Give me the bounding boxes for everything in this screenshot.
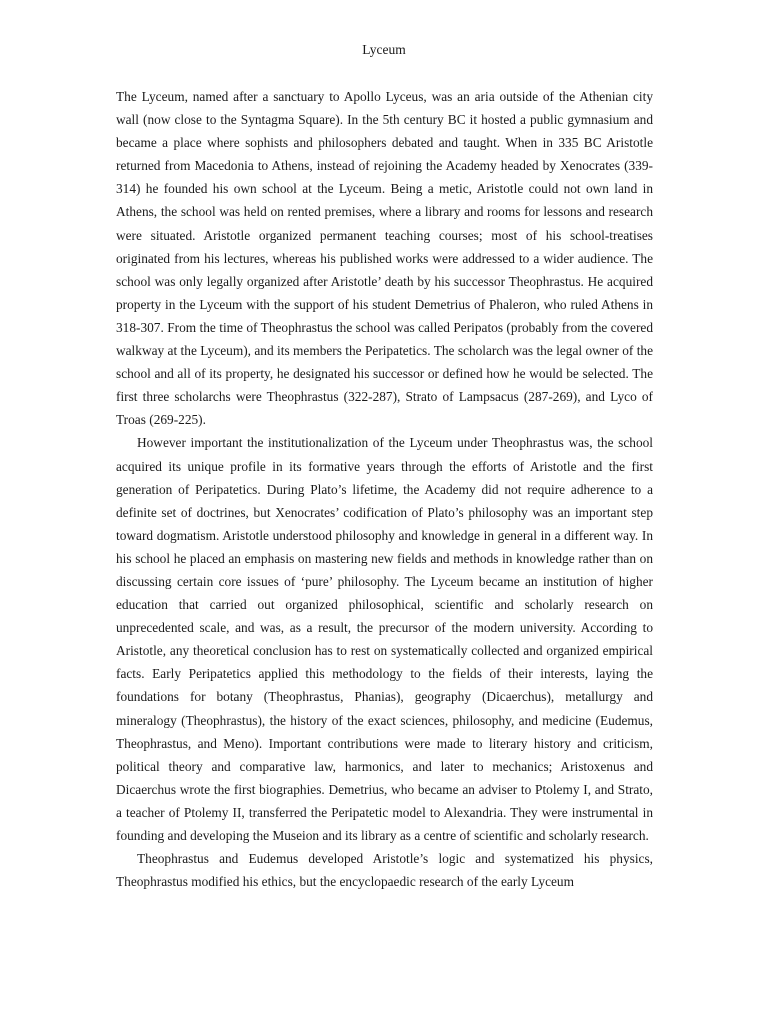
page-title: Lyceum — [362, 42, 406, 57]
paragraph-3: Theophrastus and Eudemus developed Aristotle’s logic and systematized his physics, Theophrastus modified his ethics, but the encyclopaedic research of the early Lyceum — [116, 851, 653, 890]
paragraph-2: However important the institutionalization of the Lyceum under Theophrastus was, the school acquired its unique profile in its formative years through the efforts of Aristotle and the first generation of Peripatetics. During Plato’s lifetime, the Academy did not require adherence to a definite set of doctrines, but Xenocrates’ codification of Plato’s philosophy was an important step toward dogmatism. Aristotle understood philosophy and knowledge in general in a different way. In his school he placed an emphasis on mastering new fields and methods in knowledge rather than on discussing certain core issues of ‘pure’ philosophy. The Lyceum became an institution of higher education that carried out organized philosophical, scientific and scholarly research on unprecedented scale, and was, as a result, the precursor of the modern university. According to Aristotle, any theoretical conclusion has to rest on systematically collected and organized empirical facts. Early Peripatetics applied this methodology to the fields of their interests, laying the foundations for botany (Theophrastus, Phanias), geography (Dicaerchus), metallurgy and mineralogy (Theophrastus), the history of the exact sciences, philosophy, and medicine (Eudemus, Theophrastus, and Meno). Important contributions were made to literary history and criticism, political theory and comparative law, harmonics, and later to mechanics; Aristoxenus and Dicaerchus wrote the first biographies. Demetrius, who became an adviser to Ptolemy I, and Strato, a teacher of Ptolemy II, transferred the Peripatetic model to Alexandria. They were instrumental in founding and developing the Museion and its library as a centre of scientific and scholarly research. — [116, 435, 653, 843]
paragraph-1: The Lyceum, named after a sanctuary to Apollo Lyceus, was an aria outside of the Athenian city wall (now close to the Syntagma Square). In the 5th century BC it hosted a public gymnasium and became a place where sophists and philosophers debated and taught. When in 335 BC Aristotle returned from Macedonia to Athens, instead of rejoining the Academy headed by Xenocrates (339-314) he founded his own school at the Lyceum. Being a metic, Aristotle could not own land in Athens, the school was held on rented premises, where a library and rooms for lessons and research were situated. Aristotle organized permanent teaching courses; most of his school-treatises originated from his lectures, whereas his published works were addressed to a wider audience. The school was only legally organized after Aristotle’ death by his successor Theophrastus. He acquired property in the Lyceum with the support of his student Demetrius of Phaleron, who ruled Athens in 318-307. From the time of Theophrastus the school was called Peripatos (probably from the covered walkway at the Lyceum), and its members the Peripatetics. The scholarch was the legal owner of the school and all of its property, he designated his successor or defined how he would be selected. The first three scholarchs were Theophrastus (322-287), Strato of Lampsacus (287-269), and Lyco of Troas (269-225). — [116, 89, 653, 428]
document-body — [116, 85, 653, 1015]
